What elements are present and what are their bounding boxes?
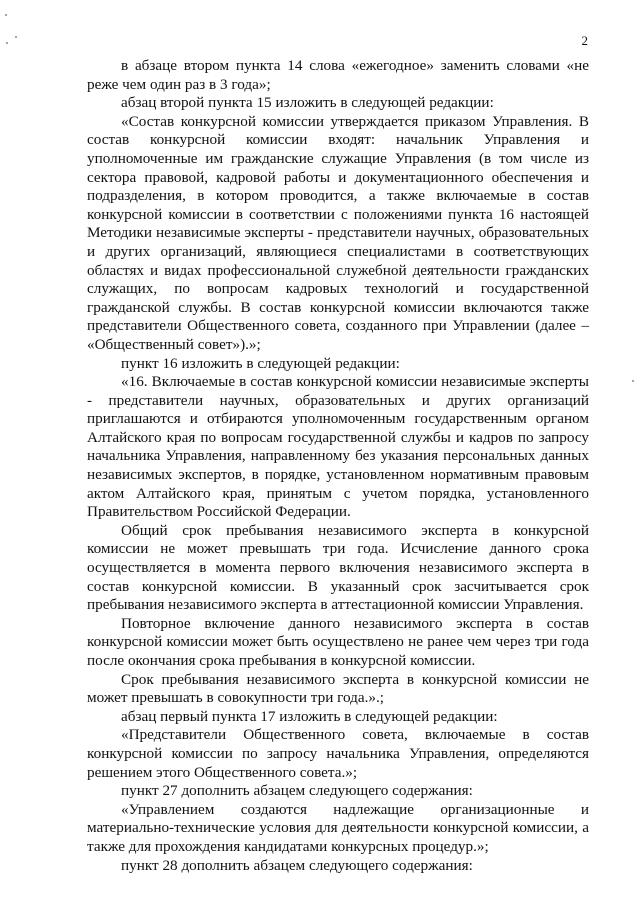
paragraph: Срок пребывания независимого эксперта в конкурсной комиссии не может превышать в совокупности три года.».;: [87, 670, 589, 707]
paragraph: Общий срок пребывания независимого эксперта в конкурсной комиссии не может превышать три года. Исчисление данного срока осуществляется в момента первого включения независимого эксперта в состав конкурсной комиссии. В указанный срок засчитывается срок пребывания независимого эксперта в аттестационной комиссии Управления.: [87, 521, 589, 614]
paragraph: «Состав конкурсной комиссии утверждается приказом Управления. В состав конкурсной комиссии входят: начальник Управления и уполномоченные им гражданские служащие Управления (в том числе из сектора правовой, кадровой работы и документационного обеспечения и подразделения, в котором проводится, а также включаемые в состав конкурсной комиссии в соответствии с положениями пункта 16 настоящей Методики независимые эксперты - представители научных, образовательных и других организаций, являющиеся специалистами в соответствующих областях и видах профессиональной служебной деятельности гражданских служащих, по вопросам кадровых технологий и государственной гражданской службы. В состав конкурсной комиссии включаются также представители Общественного совета, созданного при Управлении (далее – «Общественный совет»).»;: [87, 112, 589, 353]
paragraph: «Представители Общественного совета, включаемые в состав конкурсной комиссии по запросу начальника Управления, определяются решением этого Общественного совета.»;: [87, 726, 589, 781]
paragraph: пункт 27 дополнить абзацем следующего содержания:: [121, 782, 473, 800]
scan-artifact-dot: [5, 14, 7, 16]
paragraph: «16. Включаемые в состав конкурсной комиссии независимые эксперты - представители научных, образовательных и других организаций приглашаются и отбираются уполномоченным государственным органом Алтайского края по вопросам государственной службы и кадров по запросу начальника Управления, направленному без указания персональных данных независимых экспертов, в порядке, установленном нормативным правовым актом Алтайского края, принятым с учетом порядка, установленного Правительством Российской Федерации.: [87, 373, 589, 521]
paragraph: в абзаце втором пункта 14 слова «ежегодное» заменить словами «не реже чем один раз в 3 года»;: [87, 57, 589, 93]
paragraph: пункт 28 дополнить абзацем следующего содержания:: [121, 856, 473, 874]
paragraph: абзац первый пункта 17 изложить в следующей редакции:: [121, 707, 498, 725]
page-number: 2: [581, 33, 588, 48]
scan-artifact-dot: [15, 36, 17, 38]
paragraph: Повторное включение данного независимого эксперта в состав конкурсной комиссии может быть осуществлено не ранее чем через три года после окончания срока пребывания в конкурсной комиссии.: [87, 614, 589, 669]
document-body: [87, 57, 589, 875]
paragraph: абзац второй пункта 15 изложить в следующей редакции:: [121, 94, 494, 112]
scan-artifact-dot: [6, 42, 8, 44]
scan-artifact-dot: [632, 380, 634, 382]
paragraph: пункт 16 изложить в следующей редакции:: [121, 354, 400, 372]
paragraph: «Управлением создаются надлежащие организационные и материально-технические условия для деятельности конкурсной комиссии, а также для прохождения кандидатами конкурсных процедур.»;: [87, 800, 589, 855]
